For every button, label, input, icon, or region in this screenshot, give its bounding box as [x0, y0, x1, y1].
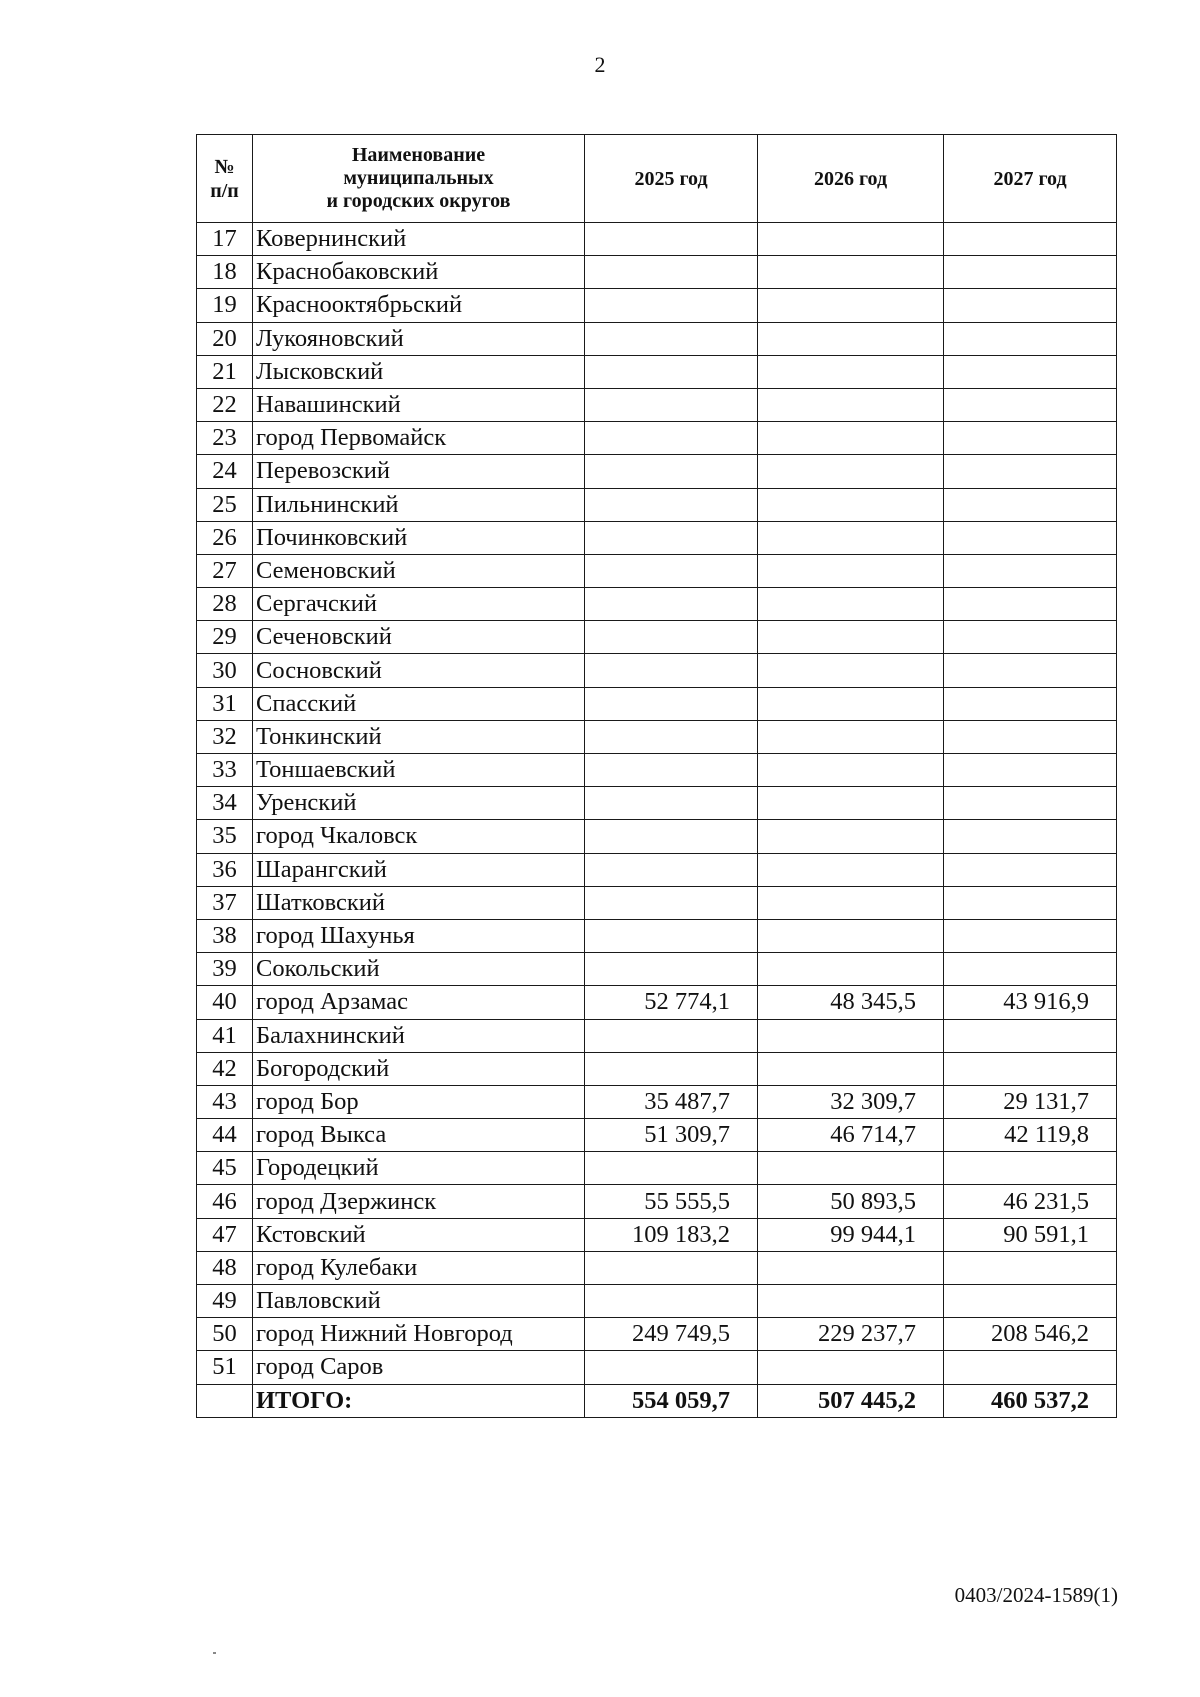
- value-2026: [758, 554, 944, 587]
- district-name: Сосновский: [253, 654, 585, 687]
- value-2026: 32 309,7: [758, 1085, 944, 1118]
- row-number: 24: [197, 455, 253, 488]
- district-name: Сокольский: [253, 953, 585, 986]
- value-2026: [758, 1285, 944, 1318]
- value-2026: [758, 820, 944, 853]
- value-2027: [944, 455, 1117, 488]
- district-name: Городецкий: [253, 1152, 585, 1185]
- value-2025: [585, 1052, 758, 1085]
- value-2025: [585, 1152, 758, 1185]
- value-2026: [758, 588, 944, 621]
- value-2025: [585, 223, 758, 256]
- table-row: [197, 554, 1117, 587]
- table-row: [197, 621, 1117, 654]
- value-2026: [758, 488, 944, 521]
- row-number: 21: [197, 355, 253, 388]
- table-row: [197, 654, 1117, 687]
- table-row: [197, 223, 1117, 256]
- value-2027: [944, 223, 1117, 256]
- row-number: [197, 1384, 253, 1417]
- value-2027: 29 131,7: [944, 1085, 1117, 1118]
- table-row: [197, 256, 1117, 289]
- district-name: Сергачский: [253, 588, 585, 621]
- row-number: 28: [197, 588, 253, 621]
- value-2026: [758, 953, 944, 986]
- value-2025: [585, 1019, 758, 1052]
- header-name-line: и городских округов: [326, 190, 511, 212]
- value-2027: [944, 687, 1117, 720]
- row-number: 37: [197, 886, 253, 919]
- table-row: [197, 820, 1117, 853]
- table-row: [197, 455, 1117, 488]
- value-2026: [758, 720, 944, 753]
- value-2027: [944, 886, 1117, 919]
- value-2025: 55 555,5: [585, 1185, 758, 1218]
- value-2027: [944, 1052, 1117, 1085]
- value-2027: 208 546,2: [944, 1318, 1117, 1351]
- header-2026: 2026 год: [758, 135, 944, 223]
- value-2026: 46 714,7: [758, 1119, 944, 1152]
- district-name: Лукояновский: [253, 322, 585, 355]
- value-2026: 99 944,1: [758, 1218, 944, 1251]
- district-name: Ковернинский: [253, 223, 585, 256]
- district-name: город Бор: [253, 1085, 585, 1118]
- value-2025: 51 309,7: [585, 1119, 758, 1152]
- value-2026: [758, 289, 944, 322]
- value-2026: [758, 355, 944, 388]
- row-number: 25: [197, 488, 253, 521]
- table-header: [197, 135, 1117, 223]
- value-2025: 109 183,2: [585, 1218, 758, 1251]
- value-2027: [944, 621, 1117, 654]
- value-2027: 42 119,8: [944, 1119, 1117, 1152]
- table-row: [197, 1119, 1117, 1152]
- table-row: [197, 1152, 1117, 1185]
- value-2027: [944, 1019, 1117, 1052]
- table-row: [197, 521, 1117, 554]
- row-number: 47: [197, 1218, 253, 1251]
- table-row: [197, 388, 1117, 421]
- value-2027: [944, 256, 1117, 289]
- value-2025: [585, 1351, 758, 1384]
- value-2026: [758, 787, 944, 820]
- value-2025: [585, 289, 758, 322]
- value-2026: 229 237,7: [758, 1318, 944, 1351]
- value-2026: 50 893,5: [758, 1185, 944, 1218]
- district-name: Богородский: [253, 1052, 585, 1085]
- value-2027: [944, 388, 1117, 421]
- value-2026: [758, 1019, 944, 1052]
- value-2025: [585, 588, 758, 621]
- value-2027: [944, 322, 1117, 355]
- value-2026: [758, 388, 944, 421]
- row-number: 18: [197, 256, 253, 289]
- header-name-line: муниципальных: [343, 167, 494, 189]
- value-2026: [758, 223, 944, 256]
- value-2025: [585, 853, 758, 886]
- row-number: 34: [197, 787, 253, 820]
- district-name: Кстовский: [253, 1218, 585, 1251]
- row-number: 49: [197, 1285, 253, 1318]
- table-row: [197, 422, 1117, 455]
- row-number: 20: [197, 322, 253, 355]
- value-2027: [944, 654, 1117, 687]
- table-row: [197, 1318, 1117, 1351]
- value-2025: [585, 654, 758, 687]
- value-2025: [585, 422, 758, 455]
- value-2026: [758, 754, 944, 787]
- value-2025: [585, 787, 758, 820]
- value-2025: [585, 455, 758, 488]
- row-number: 26: [197, 521, 253, 554]
- district-name: город Чкаловск: [253, 820, 585, 853]
- value-2025: 35 487,7: [585, 1085, 758, 1118]
- table-row: [197, 289, 1117, 322]
- value-2027: [944, 1351, 1117, 1384]
- row-number: 29: [197, 621, 253, 654]
- district-name: город Арзамас: [253, 986, 585, 1019]
- value-2027: [944, 820, 1117, 853]
- value-2026: [758, 621, 944, 654]
- value-2027: 43 916,9: [944, 986, 1117, 1019]
- district-name: город Выкса: [253, 1119, 585, 1152]
- value-2027: 46 231,5: [944, 1185, 1117, 1218]
- row-number: 19: [197, 289, 253, 322]
- value-2026: [758, 1052, 944, 1085]
- value-2026: [758, 322, 944, 355]
- table-row: [197, 355, 1117, 388]
- value-2027: 90 591,1: [944, 1218, 1117, 1251]
- table-row: [197, 1285, 1117, 1318]
- value-2027: [944, 953, 1117, 986]
- row-number: 39: [197, 953, 253, 986]
- row-number: 44: [197, 1119, 253, 1152]
- district-name: Семеновский: [253, 554, 585, 587]
- value-2027: [944, 521, 1117, 554]
- table-row: [197, 588, 1117, 621]
- value-2026: [758, 1152, 944, 1185]
- value-2026: [758, 687, 944, 720]
- district-name: Шатковский: [253, 886, 585, 919]
- row-number: 36: [197, 853, 253, 886]
- row-number: 42: [197, 1052, 253, 1085]
- value-2027: [944, 289, 1117, 322]
- district-name: Краснобаковский: [253, 256, 585, 289]
- row-number: 41: [197, 1019, 253, 1052]
- table-row: [197, 754, 1117, 787]
- table-row: [197, 853, 1117, 886]
- district-name: Пильнинский: [253, 488, 585, 521]
- table-row: [197, 687, 1117, 720]
- total-row: [197, 1384, 1117, 1417]
- table-row: [197, 787, 1117, 820]
- row-number: 33: [197, 754, 253, 787]
- row-number: 31: [197, 687, 253, 720]
- value-2026: [758, 1251, 944, 1284]
- header-num: [197, 135, 253, 223]
- value-2026: [758, 853, 944, 886]
- row-number: 45: [197, 1152, 253, 1185]
- value-2027: [944, 853, 1117, 886]
- value-2026: [758, 422, 944, 455]
- row-number: 48: [197, 1251, 253, 1284]
- row-number: 32: [197, 720, 253, 753]
- row-number: 50: [197, 1318, 253, 1351]
- value-2027: [944, 1152, 1117, 1185]
- district-name: Навашинский: [253, 388, 585, 421]
- value-2026: 507 445,2: [758, 1384, 944, 1417]
- value-2026: [758, 919, 944, 952]
- document-code: 0403/2024-1589(1): [954, 1583, 1118, 1607]
- header-2027: 2027 год: [944, 135, 1117, 223]
- value-2025: [585, 886, 758, 919]
- value-2025: [585, 687, 758, 720]
- value-2025: [585, 754, 758, 787]
- header-row: [197, 135, 1117, 223]
- district-name: Краснооктябрьский: [253, 289, 585, 322]
- value-2025: [585, 919, 758, 952]
- table-row: [197, 488, 1117, 521]
- district-name: Шарангский: [253, 853, 585, 886]
- value-2026: [758, 654, 944, 687]
- table-row: [197, 986, 1117, 1019]
- value-2027: [944, 754, 1117, 787]
- row-number: 30: [197, 654, 253, 687]
- row-number: 35: [197, 820, 253, 853]
- funding-table: [196, 134, 1117, 1418]
- value-2026: [758, 455, 944, 488]
- header-2025: 2025 год: [585, 135, 758, 223]
- district-name: город Шахунья: [253, 919, 585, 952]
- row-number: 22: [197, 388, 253, 421]
- row-number: 17: [197, 223, 253, 256]
- value-2025: [585, 322, 758, 355]
- value-2026: [758, 886, 944, 919]
- row-number: 43: [197, 1085, 253, 1118]
- value-2027: [944, 422, 1117, 455]
- page-number: 2: [594, 52, 606, 77]
- header-num-line: п/п: [210, 179, 239, 202]
- value-2025: [585, 355, 758, 388]
- table-body: [197, 223, 1117, 1418]
- district-name: город Нижний Новгород: [253, 1318, 585, 1351]
- district-name: Починковский: [253, 521, 585, 554]
- value-2027: [944, 488, 1117, 521]
- value-2027: [944, 787, 1117, 820]
- table-row: [197, 953, 1117, 986]
- value-2026: 48 345,5: [758, 986, 944, 1019]
- row-number: 27: [197, 554, 253, 587]
- header-name-line: Наименование: [351, 144, 486, 166]
- district-name: Перевозский: [253, 455, 585, 488]
- table-row: [197, 1185, 1117, 1218]
- value-2025: [585, 521, 758, 554]
- district-name: город Первомайск: [253, 422, 585, 455]
- value-2025: [585, 388, 758, 421]
- table-row: [197, 720, 1117, 753]
- value-2025: [585, 1285, 758, 1318]
- value-2027: [944, 355, 1117, 388]
- row-number: 23: [197, 422, 253, 455]
- header-num-line: №: [214, 155, 235, 178]
- value-2025: [585, 720, 758, 753]
- value-2025: 249 749,5: [585, 1318, 758, 1351]
- value-2025: [585, 621, 758, 654]
- table-row: [197, 919, 1117, 952]
- value-2025: [585, 820, 758, 853]
- district-name: Сеченовский: [253, 621, 585, 654]
- table-row: [197, 1251, 1117, 1284]
- district-name: Балахнинский: [253, 1019, 585, 1052]
- district-name: Лысковский: [253, 355, 585, 388]
- district-name: Уренский: [253, 787, 585, 820]
- row-number: 46: [197, 1185, 253, 1218]
- value-2025: [585, 1251, 758, 1284]
- table-row: [197, 1351, 1117, 1384]
- district-name: Тонкинский: [253, 720, 585, 753]
- value-2027: 460 537,2: [944, 1384, 1117, 1417]
- value-2026: [758, 256, 944, 289]
- row-number: 40: [197, 986, 253, 1019]
- value-2027: [944, 1251, 1117, 1284]
- row-number: 51: [197, 1351, 253, 1384]
- value-2027: [944, 720, 1117, 753]
- value-2027: [944, 1285, 1117, 1318]
- district-name: Спасский: [253, 687, 585, 720]
- table-row: [197, 322, 1117, 355]
- value-2025: [585, 256, 758, 289]
- table-row: [197, 1052, 1117, 1085]
- district-name: ИТОГО:: [253, 1384, 585, 1417]
- district-name: город Саров: [253, 1351, 585, 1384]
- table-row: [197, 1085, 1117, 1118]
- value-2025: 554 059,7: [585, 1384, 758, 1417]
- value-2026: [758, 521, 944, 554]
- scan-artifact: [213, 1652, 216, 1654]
- header-name: [253, 135, 585, 223]
- table-row: [197, 886, 1117, 919]
- table-row: [197, 1019, 1117, 1052]
- district-name: Павловский: [253, 1285, 585, 1318]
- district-name: город Дзержинск: [253, 1185, 585, 1218]
- value-2027: [944, 919, 1117, 952]
- district-name: Тоншаевский: [253, 754, 585, 787]
- value-2025: 52 774,1: [585, 986, 758, 1019]
- value-2027: [944, 554, 1117, 587]
- value-2025: [585, 488, 758, 521]
- row-number: 38: [197, 919, 253, 952]
- value-2026: [758, 1351, 944, 1384]
- district-name: город Кулебаки: [253, 1251, 585, 1284]
- value-2025: [585, 953, 758, 986]
- value-2027: [944, 588, 1117, 621]
- table-row: [197, 1218, 1117, 1251]
- value-2025: [585, 554, 758, 587]
